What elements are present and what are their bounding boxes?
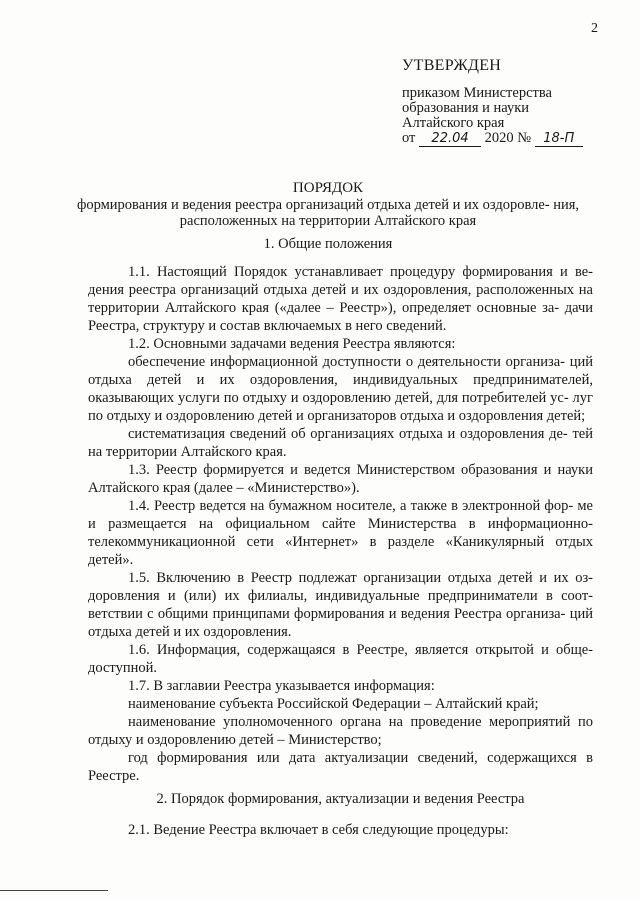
section-2-heading: 2. Порядок формирования, актуализации и ведения Реестра (156, 791, 525, 807)
document-title: ПОРЯДОК (292, 180, 364, 196)
paragraph-1-5: 1.5. Включению в Реестр подлежат организации отдыха детей и их оз- доровления и (или) их филиалы, индивидуальные предприниматели в соот- ветствии с общими принципами формирования и ведения Реестра организа- ций отдыха детей и их оздоровления. (88, 570, 593, 640)
approval-title: УТВЕРЖДЕН (402, 57, 502, 74)
document-subtitle: формирования и ведения реестра организаций отдыха детей и их оздоровле- ния, расположенных на территории Алтайского края (76, 197, 580, 229)
date-prefix: от (402, 130, 416, 146)
paragraph-2-1: 2.1. Ведение Реестра включает в себя следующие процедуры: (128, 822, 509, 838)
year-text: 2020 № (484, 130, 532, 146)
approval-date-line (402, 131, 612, 147)
paragraph-1-3: 1.3. Реестр формируется и ведется Министерством образования и науки Алтайского края (далее – «Министерство»). (88, 462, 593, 496)
paragraph-1-7-item-2: наименование уполномоченного органа на проведение мероприятий по отдыху и оздоровлению детей – Министерство; (88, 714, 593, 748)
paragraph-1-2-item-1: обеспечение информационной доступности о деятельности организа- ций отдыха детей и их оздоровления, индивидуальных предпринимателей, оказывающих услуги по отдыху и оздоровлению детей, для потребителей ус- луг по отдыху и оздоровлению детей и организаторов отдыха и оздоровления детей; (88, 354, 593, 424)
footer-divider (0, 890, 108, 891)
paragraph-1-2: 1.2. Основными задачами ведения Реестра являются: (128, 336, 456, 352)
paragraph-1-1: 1.1. Настоящий Порядок устанавливает процедуру формирования и ве- дения реестра организаций отдыха детей и их оздоровления, расположенных на территории Алтайского края («далее – Реестр»), определяет основные за- дачи Реестра, структуру и состав включаемых в него сведений. (88, 264, 593, 334)
approval-block (402, 57, 612, 147)
approval-line-1: приказом Министерства (402, 85, 552, 101)
handwritten-date: 22.04 (419, 132, 481, 147)
paragraph-1-4: 1.4. Реестр ведется на бумажном носителе, а также в электронной фор- ме и размещается на официальном сайте Министерства в информационно- телекоммуникационной сети «Интернет» в разделе «Каникулярный отдых детей». (88, 498, 593, 568)
approval-line-2: образования и науки (402, 100, 530, 116)
paragraph-1-6: 1.6. Информация, содержащаяся в Реестре, является открытой и обще- доступной. (88, 642, 593, 676)
paragraph-1-2-item-2: систематизация сведений об организациях отдыха и оздоровления де- тей на территории Алтайского края. (88, 426, 593, 460)
paragraph-1-7-item-1: наименование субъекта Российской Федерации – Алтайский край; (128, 696, 539, 712)
approval-line-3: Алтайского края (402, 115, 505, 131)
handwritten-number: 18-П (535, 132, 583, 147)
paragraph-1-7-item-3: год формирования или дата актуализации сведений, содержащихся в Реестре. (88, 750, 593, 784)
paragraph-1-7: 1.7. В заглавии Реестра указывается информация: (128, 678, 435, 694)
section-1-heading: 1. Общие положения (263, 236, 393, 252)
page-number: 2 (591, 21, 598, 36)
section-1-body (88, 263, 593, 785)
